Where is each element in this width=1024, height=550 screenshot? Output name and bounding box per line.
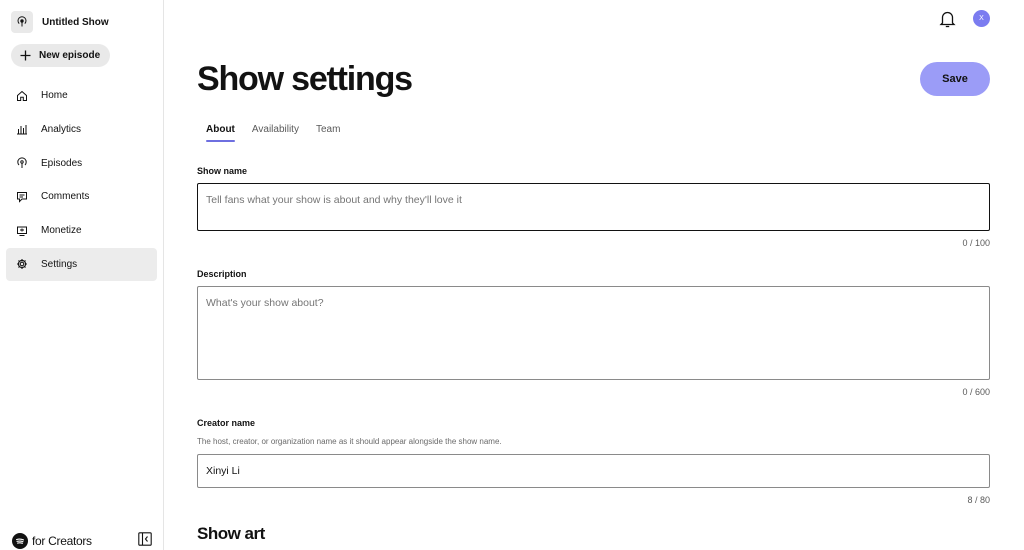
sidebar-item-label: Monetize — [41, 225, 82, 237]
description-input[interactable] — [197, 286, 990, 380]
save-button[interactable]: Save — [920, 62, 990, 96]
creator-name-input[interactable] — [197, 454, 990, 488]
show-title: Untitled Show — [42, 16, 109, 28]
tab-about[interactable]: About — [206, 124, 235, 140]
show-switcher[interactable] — [11, 11, 109, 33]
description-counter: 0 / 600 — [962, 387, 990, 397]
spotify-icon — [12, 533, 28, 549]
new-episode-button[interactable] — [11, 44, 110, 67]
show-name-label: Show name — [197, 166, 248, 176]
sidebar-footer — [12, 532, 152, 550]
settings-tabs — [206, 124, 340, 140]
sidebar-item-episodes[interactable] — [6, 147, 157, 180]
show-name-counter: 0 / 100 — [962, 238, 990, 248]
podcast-icon — [16, 16, 28, 28]
notification-bell-icon[interactable] — [939, 10, 956, 33]
monetize-icon — [16, 225, 28, 237]
tab-team[interactable]: Team — [315, 124, 341, 135]
show-name-input[interactable] — [197, 183, 990, 231]
plus-icon — [20, 50, 31, 61]
show-art-title: Show art — [197, 524, 265, 543]
creator-name-label: Creator name — [197, 418, 256, 428]
sidebar-item-home[interactable] — [6, 79, 157, 112]
page-title: Show settings — [197, 60, 412, 98]
podcast-icon — [16, 157, 28, 169]
tab-availability[interactable]: Availability — [251, 124, 299, 135]
creator-name-help: The host, creator, or organization name as it should appear alongside the show name. — [197, 437, 502, 446]
collapse-sidebar-icon[interactable] — [138, 532, 152, 550]
user-avatar[interactable]: X — [973, 10, 990, 27]
sidebar-item-analytics[interactable] — [6, 113, 157, 146]
gear-icon — [16, 258, 28, 270]
sidebar-item-comments[interactable] — [6, 180, 157, 213]
sidebar-item-monetize[interactable] — [6, 214, 157, 247]
brand-text: for Creators — [32, 534, 92, 548]
home-icon — [16, 90, 28, 102]
analytics-icon — [16, 123, 28, 135]
sidebar-nav — [6, 79, 157, 282]
brand-logo — [12, 533, 92, 549]
sidebar-item-settings[interactable] — [6, 248, 157, 281]
show-thumbnail — [11, 11, 33, 33]
description-label: Description — [197, 269, 247, 279]
sidebar-item-label: Episodes — [41, 157, 83, 169]
creator-name-counter: 8 / 80 — [967, 495, 990, 505]
new-episode-label: New episode — [39, 50, 101, 61]
comment-icon — [16, 191, 28, 203]
sidebar-item-label: Comments — [41, 191, 90, 203]
sidebar-item-label: Analytics — [41, 123, 82, 135]
sidebar-item-label: Settings — [41, 258, 78, 270]
sidebar — [0, 0, 164, 550]
sidebar-item-label: Home — [41, 90, 68, 101]
